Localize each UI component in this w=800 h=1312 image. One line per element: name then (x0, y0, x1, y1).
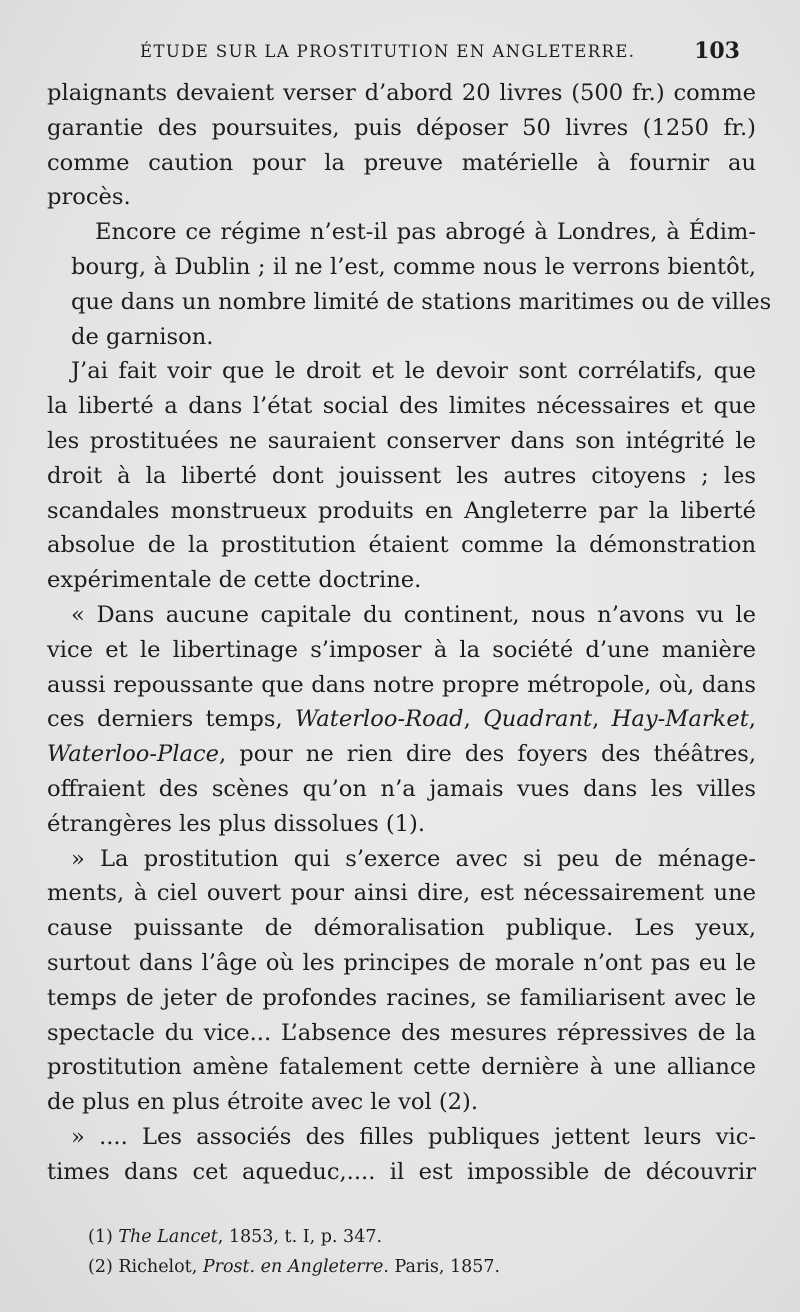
source-title-italic: Prost. en Angleterre (202, 1257, 384, 1277)
text-line: surtout dans l’âge où les principes de morale n’ont pas eu le (47, 949, 756, 976)
footnote-text: . Paris, 1857. (383, 1257, 501, 1277)
footnote-2 (88, 1252, 748, 1282)
text-line: aussi repoussante que dans notre propre métropole, où, dans (47, 671, 756, 698)
paragraph-1 (47, 76, 756, 215)
paragraph-3 (47, 354, 756, 598)
running-title: ÉTUDE SUR LA PROSTITUTION EN ANGLETERRE. (140, 42, 636, 61)
text-line: de plus en plus étroite avec le vol (2). (47, 1089, 479, 1116)
paragraph-5-quotation (47, 842, 756, 1120)
text-line: ments, à ciel ouvert pour ainsi dire, est nécessairement une (47, 880, 756, 907)
text-line: spectacle du vice... L’absence des mesures répressives de la (47, 1019, 756, 1046)
text-line: garantie des poursuites, puis déposer 50 livres (1250 fr.) (47, 114, 756, 141)
footnote-text: , 1853, t. I, p. 347. (217, 1227, 383, 1247)
page-number: 103 (694, 38, 740, 64)
place-name-italic: Quadrant (483, 706, 593, 733)
text-line (47, 702, 756, 737)
text-fragment: , (748, 706, 756, 733)
text-line: times dans cet aqueduc,.... il est impossible de découvrir (47, 1158, 756, 1185)
text-line: bourg, à Dublin ; il ne l’est, comme nous le verrons bientôt, (71, 253, 756, 280)
page-header (140, 38, 740, 66)
text-line: procès. (47, 184, 131, 211)
text-line (47, 737, 756, 772)
text-line: vice et le libertinage s’imposer à la société d’une manière (47, 636, 756, 663)
paragraph-4-quotation (47, 598, 756, 842)
text-line: » La prostitution qui s’exerce avec si peu de ménage- (71, 845, 756, 872)
text-line: temps de jeter de profondes racines, se familiarisent avec le (47, 984, 756, 1011)
text-line: que dans un nombre limité de stations maritimes ou de villes (71, 288, 772, 315)
text-line: de garnison. (71, 323, 214, 350)
text-line: comme caution pour la preuve matérielle à fournir au (47, 149, 756, 176)
place-name-italic: Hay-Market (611, 706, 749, 733)
text-fragment: , (463, 706, 484, 733)
text-line: prostitution amène fatalement cette dernière à une alliance (47, 1054, 756, 1081)
text-line: scandales monstrueux produits en Angleterre par la liberté (47, 497, 756, 524)
text-line: offraient des scènes qu’on n’a jamais vues dans les villes (47, 775, 756, 802)
place-name-italic: Waterloo-Place (47, 741, 219, 768)
text-line: plaignants devaient verser d’abord 20 livres (500 fr.) comme (47, 80, 756, 106)
text-line: expérimentale de cette doctrine. (47, 567, 422, 594)
paragraph-6-quotation (47, 1120, 756, 1190)
footnote-marker: (1) (88, 1227, 119, 1247)
place-name-italic: Waterloo-Road (295, 706, 464, 733)
text-line: étrangères les plus dissolues (1). (47, 810, 426, 837)
footnote-1 (88, 1222, 748, 1252)
text-fragment: , (592, 706, 612, 733)
body-text (47, 76, 772, 1190)
text-line: la liberté a dans l’état social des limites nécessaires et que (47, 393, 756, 420)
text-line: les prostituées ne sauraient conserver dans son intégrité le (47, 427, 756, 454)
text-line: J’ai fait voir que le droit et le devoir sont corrélatifs, que (71, 358, 756, 385)
text-line: cause puissante de démoralisation publique. Les yeux, (47, 915, 756, 942)
text-fragment: ces derniers temps, (47, 706, 296, 733)
text-line: Encore ce régime n’est-il pas abrogé à Londres, à Édim- (95, 219, 756, 246)
text-line: droit à la liberté dont jouissent les autres citoyens ; les (47, 462, 756, 489)
paragraph-2 (47, 215, 772, 354)
text-line: absolue de la prostitution étaient comme la démonstration (47, 532, 756, 559)
footnotes (88, 1222, 748, 1282)
text-line: « Dans aucune capitale du continent, nous n’avons vu le (71, 601, 756, 628)
text-line: » .... Les associés des filles publiques jettent leurs vic- (71, 1123, 756, 1150)
footnote-text: (2) Richelot, (88, 1257, 203, 1277)
source-title-italic: The Lancet (118, 1227, 218, 1247)
text-fragment: , pour ne rien dire des foyers des théâtres, (218, 741, 756, 768)
